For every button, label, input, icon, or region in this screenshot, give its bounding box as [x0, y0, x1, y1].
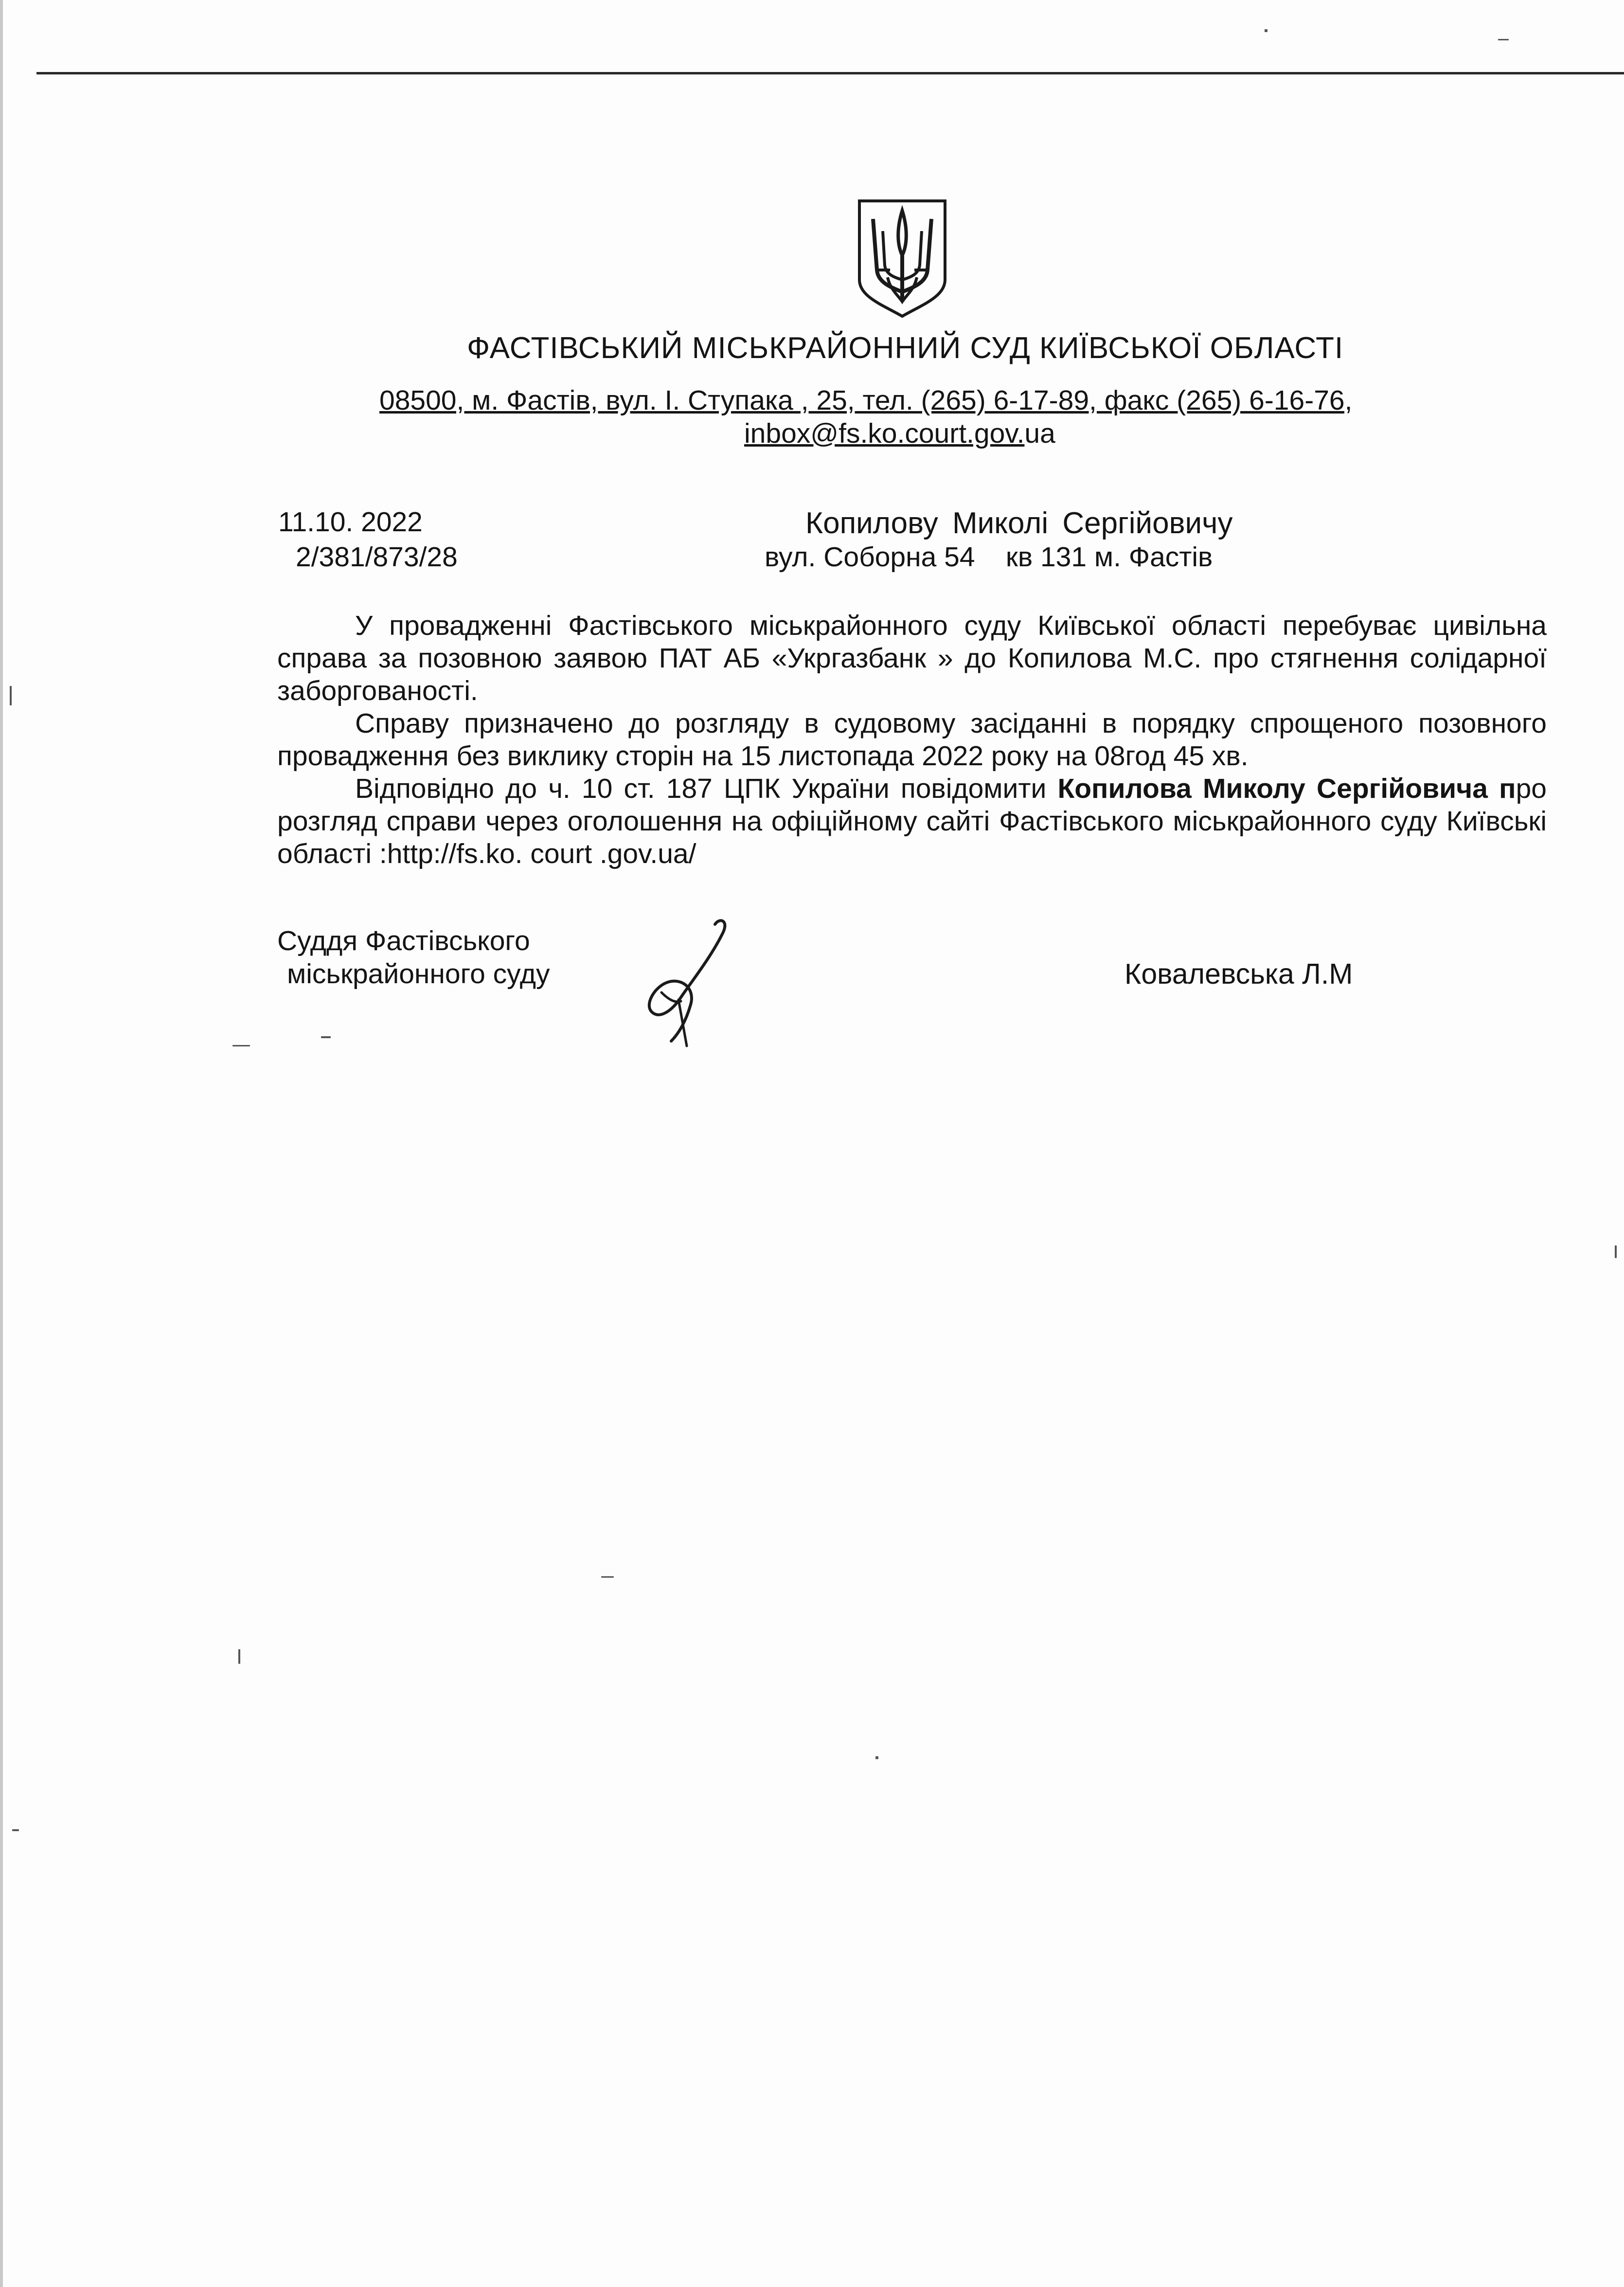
scan-speck [232, 1045, 250, 1046]
court-email-tail: ua [1024, 418, 1055, 449]
scan-left-edge [0, 0, 3, 2287]
scan-speck [238, 1649, 240, 1664]
letter-reference: 2/381/873/28 [296, 541, 458, 573]
scan-speck [875, 1756, 878, 1759]
signer-name: Ковалевська Л.М [1124, 958, 1353, 990]
scan-speck [10, 686, 12, 705]
body-paragraph-2: Справу призначено до розгляду в судовому засіданні в порядку спрощеного позовного провадження без виклику сторін на 15 листопада 2022 року на 08год 45 хв. [277, 708, 1547, 772]
scan-speck [12, 1829, 19, 1831]
court-title: ФАСТІВСЬКИЙ МІСЬКРАЙОННИЙ СУД КИЇВСЬКОЇ ОБЛАСТІ [467, 331, 1344, 365]
scan-speck [321, 1036, 331, 1038]
scan-speck [1615, 1245, 1617, 1258]
letter-date: 11.10. 2022 [278, 506, 423, 538]
scan-speck [1265, 29, 1267, 32]
signer-title [277, 924, 550, 990]
recipient-address: вул. Соборна 54 кв 131 м. Фастів [765, 541, 1213, 573]
body-paragraph-3-start: Відповідно до ч. 10 ст. 187 ЦПК України повідомити [355, 773, 1058, 804]
body-paragraph-3-end: ро розгляд справи через оголошення на офіційному сайті Фастівського міськрайонного суду Київські області :http://fs.ko. court .gov.ua/ [277, 773, 1547, 869]
court-email-link: inbox@fs.ko.court.gov. [744, 418, 1025, 449]
coat-of-arms-icon [854, 197, 951, 319]
scan-speck [601, 1576, 614, 1578]
letter-body [277, 610, 1547, 870]
body-paragraph-3 [277, 773, 1547, 870]
signer-title-line-2: міськрайонного суду [287, 958, 550, 990]
scan-speck [1498, 39, 1509, 40]
recipient-name: Копилову Миколі Сергійовичу [805, 506, 1233, 540]
top-rule [36, 72, 1624, 74]
court-email [744, 417, 1055, 450]
handwritten-signature [632, 915, 744, 1051]
defendant-name: Копилова Миколу Сергійовича п [1057, 773, 1516, 804]
court-address: 08500, м. Фастів, вул. І. Ступака , 25, тел. (265) 6-17-89, факс (265) 6-16-76, [379, 385, 1353, 416]
signer-title-line-1: Суддя Фастівського [277, 925, 530, 956]
body-paragraph-1: У провадженні Фастівського міськрайонного суду Київської області перебуває цивільна справа за позовною заявою ПАТ АБ «Укргазбанк » до Копилова М.С. про стягнення солідарної заборгованості. [277, 610, 1547, 706]
